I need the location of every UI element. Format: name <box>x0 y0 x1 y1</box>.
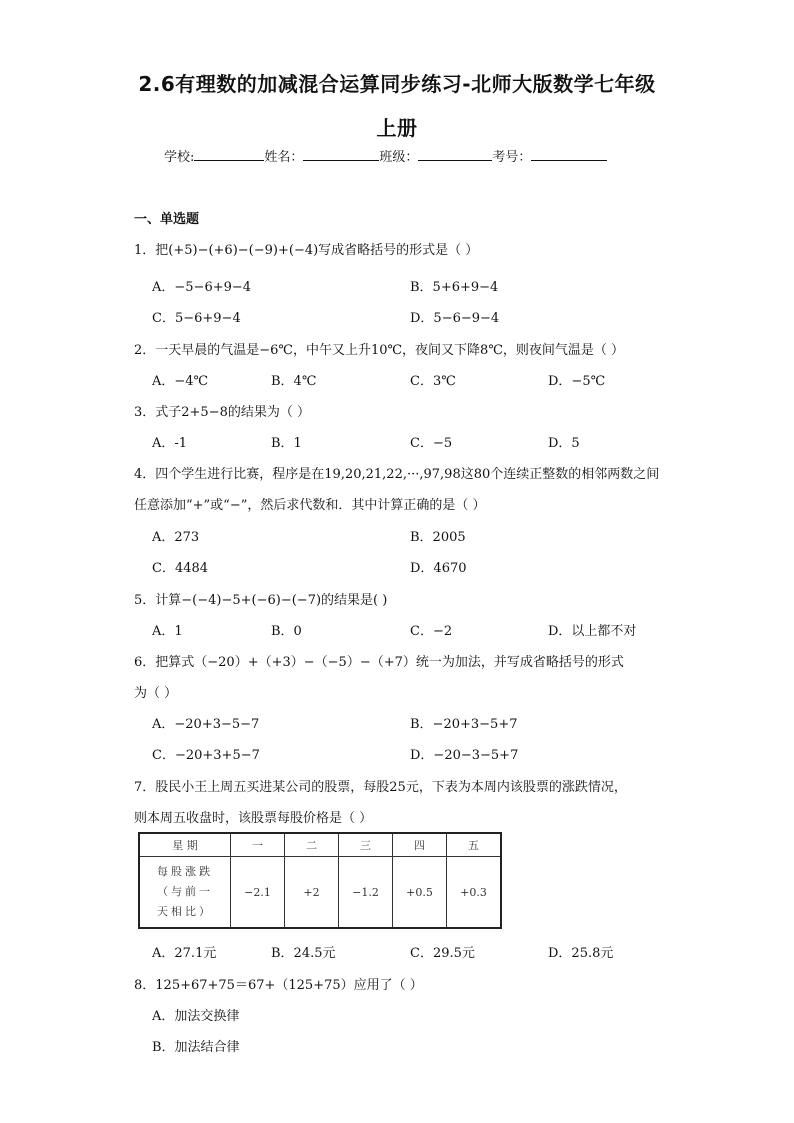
q5-option-a: A．1 <box>152 624 183 639</box>
table-row-header-weekday: 星 期 <box>139 833 231 857</box>
question-4-stem: 4．四个学生进行比赛，程序是在19,20,21,22,···,97,98这80个连续正整数的相邻两数之间 <box>134 467 660 482</box>
question-8-stem: 8．125+67+75＝67+（125+75）应用了（ ） <box>134 978 423 993</box>
question-5-stem: 5．计算−(−4)−5+(−6)−(−7)的结果是( ) <box>134 593 388 608</box>
q3-option-c: C．−5 <box>410 436 453 451</box>
table-day-cell: 五 <box>447 833 502 857</box>
q6-option-b: B．−20+3−5+7 <box>410 717 518 732</box>
q7-option-d: D．25.8元 <box>548 946 614 961</box>
q1-option-a: A．−5−6+9−4 <box>152 280 252 295</box>
class-label: 班级： <box>379 150 419 165</box>
question-7-stem-cont: 则本周五收盘时，该股票每股价格是（ ） <box>134 811 373 826</box>
q3-option-a: A．-1 <box>152 436 188 451</box>
q2-option-c: C．3℃ <box>410 374 456 389</box>
table-day-cell: 三 <box>339 833 393 857</box>
q7-option-a: A．27.1元 <box>152 946 217 961</box>
q6-option-d: D．−20−3−5+7 <box>410 748 519 763</box>
q8-option-b: B．加法结合律 <box>152 1040 240 1055</box>
q1-option-b: B．5+6+9−4 <box>410 280 499 295</box>
table-day-cell: 四 <box>393 833 447 857</box>
q5-option-c: C．−2 <box>410 624 453 639</box>
section-title: 一、单选题 <box>134 212 200 227</box>
q7-option-b: B．24.5元 <box>271 946 336 961</box>
school-blank[interactable] <box>194 148 264 161</box>
table-change-cell: +0.5 <box>393 857 447 929</box>
q3-option-d: D．5 <box>548 436 580 451</box>
q5-option-d: D．以上都不对 <box>548 624 637 639</box>
q7-option-c: C．29.5元 <box>410 946 475 961</box>
q1-option-c: C．5−6+9−4 <box>152 311 241 326</box>
row-header-line: （与前一 <box>157 885 213 898</box>
question-4-stem-cont: 任意添加“+”或“−”，然后求代数和．其中计算正确的是（ ） <box>134 498 486 513</box>
worksheet-title: 2.6有理数的加减混合运算同步练习-北师大版数学七年级 <box>138 72 656 96</box>
student-info-row <box>164 146 607 165</box>
q6-option-c: C．−20+3+5−7 <box>152 748 260 763</box>
class-blank[interactable] <box>418 148 492 161</box>
row-header-line: 每股涨跌 <box>157 865 213 878</box>
q4-option-a: A．273 <box>152 530 200 545</box>
table-change-cell: −1.2 <box>339 857 393 929</box>
table-value-row <box>139 857 501 929</box>
name-label: 姓名： <box>264 150 304 165</box>
question-6-stem: 6．把算式（−20）+（+3）−（−5）−（+7）统一为加法，并写成省略括号的形式 <box>134 655 624 670</box>
number-label: 考号： <box>492 150 532 165</box>
number-blank[interactable] <box>531 148 607 161</box>
question-7-stem: 7．股民小王上周五买进某公司的股票，每股25元，下表为本周内该股票的涨跌情况， <box>134 780 627 795</box>
table-day-cell: 一 <box>231 833 285 857</box>
stock-change-table <box>138 832 502 929</box>
question-2-stem: 2．一天早晨的气温是−6℃，中午又上升10℃，夜间又下降8℃，则夜间气温是（ ） <box>134 343 625 358</box>
table-change-cell: +0.3 <box>447 857 502 929</box>
question-6-stem-cont: 为（ ） <box>134 686 178 701</box>
q8-option-a: A．加法交换律 <box>152 1009 240 1024</box>
q2-option-a: A．−4℃ <box>152 374 209 389</box>
table-header-row <box>139 833 501 857</box>
worksheet-title-line2: 上册 <box>376 116 418 140</box>
q5-option-b: B．0 <box>271 624 302 639</box>
table-row-header-change <box>139 857 231 929</box>
q2-option-b: B．4℃ <box>271 374 317 389</box>
table-day-cell: 二 <box>285 833 339 857</box>
q6-option-a: A．−20+3−5−7 <box>152 717 260 732</box>
school-label: 学校: <box>164 150 195 165</box>
question-1-stem: 1．把(+5)−(+6)−(−9)+(−4)写成省略括号的形式是（ ） <box>134 243 479 258</box>
q4-option-c: C．4484 <box>152 561 209 576</box>
question-3-stem: 3．式子2+5−8的结果为（ ） <box>134 405 311 420</box>
table-change-cell: +2 <box>285 857 339 929</box>
name-blank[interactable] <box>303 148 379 161</box>
q1-option-d: D．5−6−9−4 <box>410 311 500 326</box>
row-header-line: 天相比） <box>157 905 213 918</box>
q3-option-b: B．1 <box>271 436 302 451</box>
q4-option-d: D．4670 <box>410 561 467 576</box>
table-change-cell: −2.1 <box>231 857 285 929</box>
q4-option-b: B．2005 <box>410 530 466 545</box>
q2-option-d: D．−5℃ <box>548 374 606 389</box>
